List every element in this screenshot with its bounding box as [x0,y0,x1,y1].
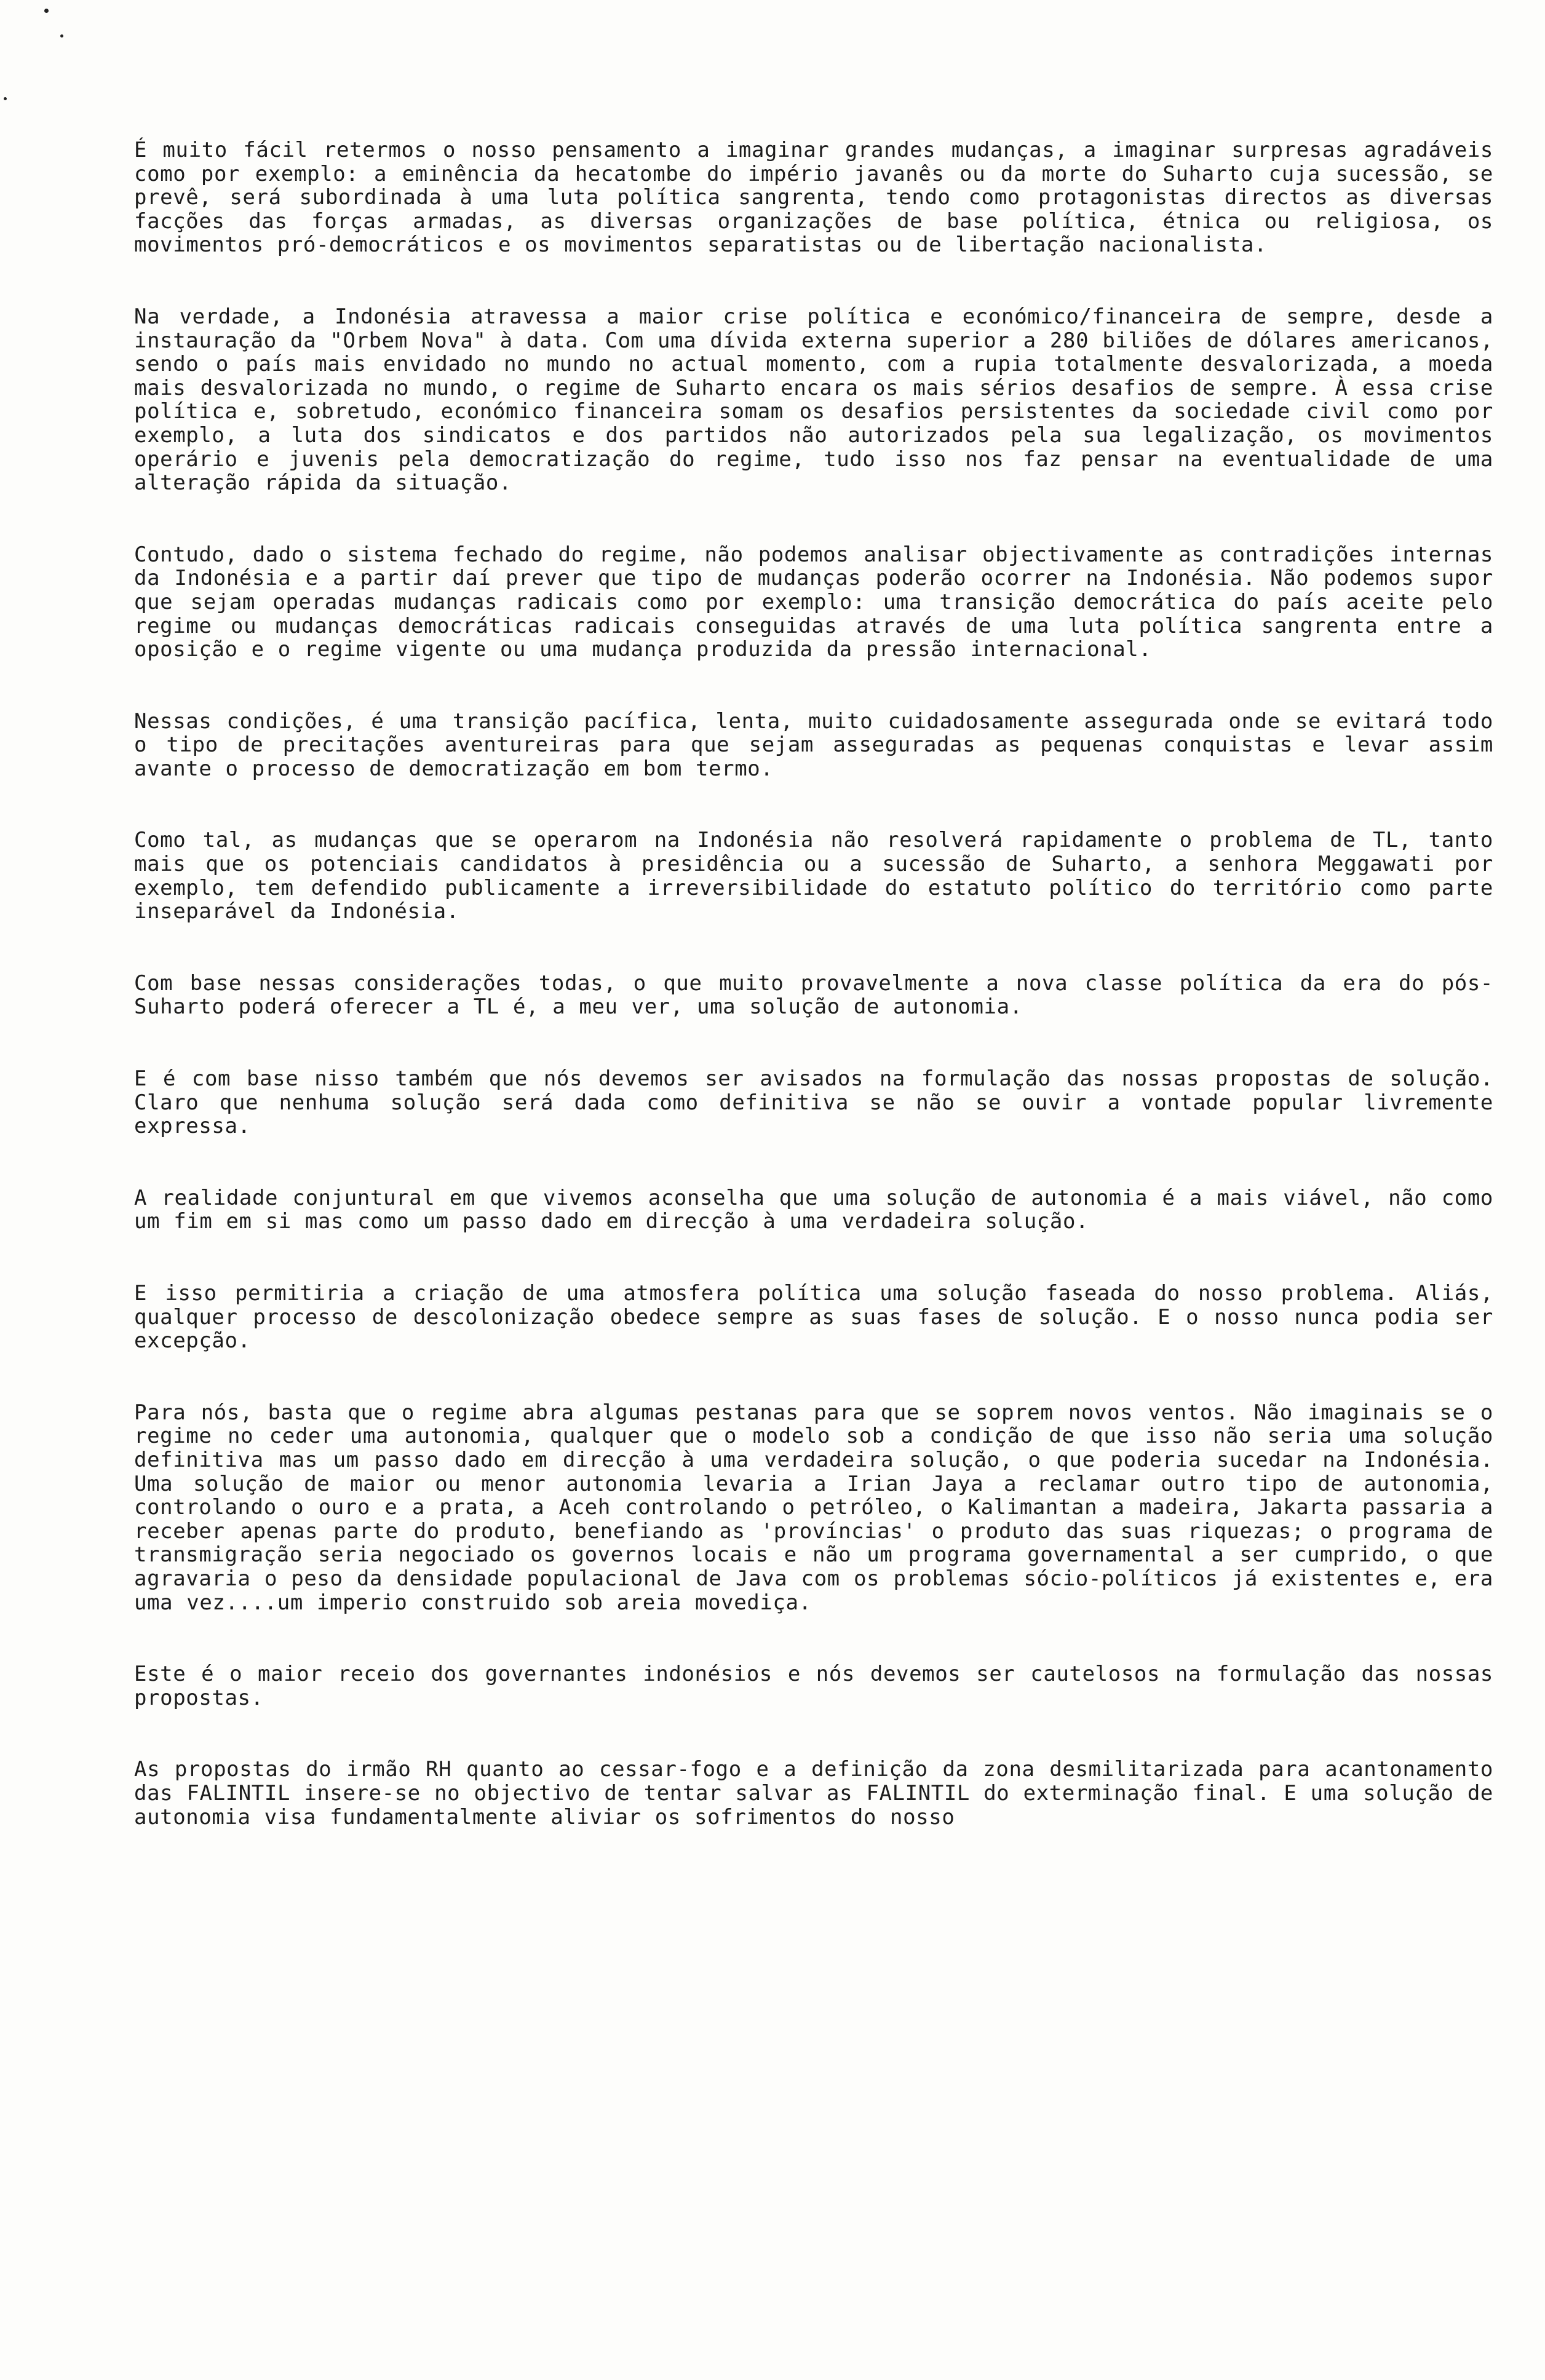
paragraph-8: A realidade conjuntural em que vivemos aconselha que uma solução de autonomia é a mais viável, não como um fim em si mas como um passo dado em direcção à uma verdadeira solução. [134,1185,1493,1234]
paragraph-7: E é com base nisso também que nós devemos ser avisados na formulação das nossas propostas de solução. Claro que nenhuma solução será dada como definitiva se não se ouvir a vontade popular livremente expressa. [134,1066,1493,1139]
paragraph-6: Com base nessas considerações todas, o que muito provavelmente a nova classe política da era do pós-Suharto poderá oferecer a TL é, a meu ver, uma solução de autonomia. [134,970,1493,1020]
scan-speck [4,97,7,100]
paragraph-11: Este é o maior receio dos governantes indonésios e nós devemos ser cautelosos na formulação das nossas propostas. [134,1662,1493,1710]
paragraph-9: E isso permitiria a criação de uma atmosfera política uma solução faseada do nosso problema. Aliás, qualquer processo de descolonização obedece sempre as suas fases de solução. E o nosso nunca podia ser excepção. [134,1281,1493,1354]
paragraph-12: As propostas do irmão RH quanto ao cessar-fogo e a definição da zona desmilitarizada para acantonamento das FALINTIL insere-se no objectivo de tentar salvar as FALINTIL do exterminação final. E uma solução de autonomia visa fundamentalmente aliviar os sofrimentos do nosso [134,1757,1493,1830]
paragraph-2: Na verdade, a Indonésia atravessa a maior crise política e económico/financeira de sempre, desde a instauração da "Orbem Nova" à data. Com uma dívida externa superior a 280 biliões de dólares americanos, sendo o país mais envidado no mundo no actual momento, com a rupia totalmente desvalorizada, a moeda mais desvalorizada no mundo, o regime de Suharto encara os mais sérios desafios de sempre. À essa crise política e, sobretudo, económico financeira somam os desafios persistentes da sociedade civil como por exemplo, a luta dos sindicatos e dos partidos não autorizados pela sua legalização, os movimentos operário e juvenis pela democratização do regime, tudo isso nos faz pensar na eventualidade de uma alteração rápida da situação. [134,304,1493,496]
paragraph-1: É muito fácil retermos o nosso pensamento a imaginar grandes mudanças, a imaginar surpresas agradáveis como por exemplo: a eminência da hecatombe do império javanês ou da morte do Suharto cuja sucessão, se prevê, será subordinada à uma luta política sangrenta, tendo como protagonistas directos as diversas facções das forças armadas, as diversas organizações de base política, étnica ou religiosa, os movimentos pró-democráticos e os movimentos separatistas ou de libertação nacionalista. [134,138,1493,258]
paragraph-5: Como tal, as mudanças que se operarom na Indonésia não resolverá rapidamente o problema de TL, tanto mais que os potenciais candidatos à presidência ou a sucessão de Suharto, a senhora Meggawati por exemplo, tem defendido publicamente a irreversibilidade do estatuto político do território como parte inseparável da Indonésia. [134,828,1493,924]
scan-speck [44,9,49,13]
paragraph-3: Contudo, dado o sistema fechado do regime, não podemos analisar objectivamente as contradições internas da Indonésia e a partir daí prever que tipo de mudanças poderão ocorrer na Indonésia. Não podemos supor que sejam operadas mudanças radicais como por exemplo: uma transição democrática do país aceite pelo regime ou mudanças democráticas radicais conseguidas através de uma luta política sangrenta entre a oposição e o regime vigente ou uma mudança produzida da pressão internacional. [134,542,1493,662]
paragraph-10: Para nós, basta que o regime abra algumas pestanas para que se soprem novos ventos. Não imaginais se o regime no ceder uma autonomia, qualquer que o modelo sob a condição de que isso não seria uma solução definitiva mas um passo dado em direcção à uma verdadeira solução, o que poderia sucedar na Indonésia. Uma solução de maior ou menor autonomia levaria a Irian Jaya a reclamar outro tipo de autonomia, controlando o ouro e a prata, a Aceh controlando o petróleo, o Kalimantan a madeira, Jakarta passaria a receber apenas parte do produto, benefiando as 'províncias' o produto das suas riquezas; o programa de transmigração seria negociado os governos locais e não um programa governamental a ser cumprido, o que agravaria o peso da densidade populacional de Java com os problemas sócio-políticos já existentes e, era uma vez....um imperio construido sob areia movediça. [134,1400,1493,1615]
document-body [134,138,1493,1877]
scan-speck [60,34,63,38]
paragraph-4: Nessas condições, é uma transição pacífica, lenta, muito cuidadosamente assegurada onde se evitará todo o tipo de precitações aventureiras para que sejam asseguradas as pequenas conquistas e levar assim avante o processo de democratização em bom termo. [134,708,1493,781]
